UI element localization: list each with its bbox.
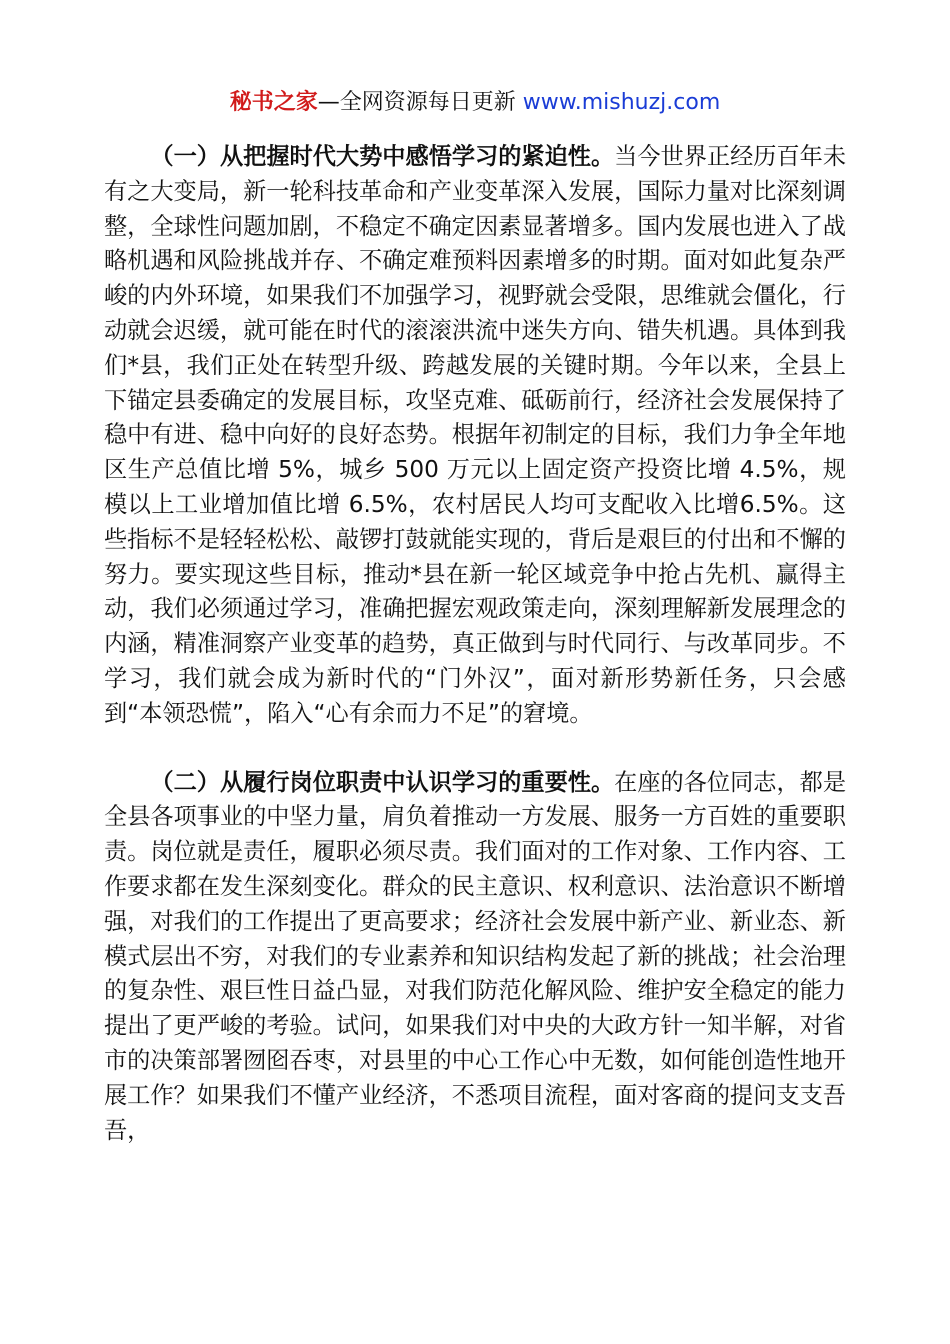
paragraph-1-text: 当今世界正经历百年未有之大变局，新一轮科技革命和产业变革深入发展，国际力量对比深刻调整，全球性问题加剧，不稳定不确定因素显著增多。国内发展也进入了战略机遇和风险挑战并存、不确定难预料因素增多的时期。面对如此复杂严峻的内外环境，如果我们不加强学习，视野就会受限，思维就会僵化，行动就会迟缓，就可能在时代的滚滚洪流中迷失方向、错失机遇。具体到我们*县，我们正处在转型升级、跨越发展的关键时期。今年以来，全县上下锚定县委确定的发展目标，攻坚克难、砥砺前行，经济社会发展保持了稳中有进、稳中向好的良好态势。根据年初制定的目标，我们力争全年地区生产总值比增 5%，城乡 500 万元以上固定资产投资比增 4.5%，规模以上工业增加值比增 6.5%，农村居民人均可支配收入比增6.5%。这些指标不是轻轻松松、敲锣打鼓就能实现的，背后是艰巨的付出和不懈的努力。要实现这些目标，推动*县在新一轮区域竞争中抢占先机、赢得主动，我们必须通过学习，准确把握宏观政策走向，深刻理解新发展理念的内涵，精准洞察产业变革的趋势，真正做到与时代同行、与改革同步。不学习，我们就会成为新时代的“门外汉”，面对新形势新任务，只会感到“本领恐慌”，陷入“心有余而力不足”的窘境。 bbox=[104, 143, 847, 727]
paragraph-1-heading: （一）从把握时代大势中感悟学习的紧迫性。 bbox=[150, 143, 615, 170]
paragraph-2-text: 在座的各位同志，都是全县各项事业的中坚力量，肩负着推动一方发展、服务一方百姓的重要职责。岗位就是责任，履职必须尽责。我们面对的工作对象、工作内容、工作要求都在发生深刻变化。群众的民主意识、权利意识、法治意识不断增强，对我们的工作提出了更高要求；经济社会发展中新产业、新业态、新模式层出不穷，对我们的专业素养和知识结构发起了新的挑战；社会治理的复杂性、艰巨性日益凸显，对我们防范化解风险、维护安全稳定的能力提出了更严峻的考验。试问，如果我们对中央的大政方针一知半解，对省市的决策部署囫囵吞枣，对县里的中心工作心中无数，如何能创造性地开展工作？如果我们不懂产业经济，不悉项目流程，面对客商的提问支支吾吾， bbox=[104, 768, 847, 1144]
header-tagline: —全网资源每日更新 bbox=[317, 90, 523, 115]
paragraph-2-heading: （二）从履行岗位职责中认识学习的重要性。 bbox=[150, 768, 615, 796]
site-url-link[interactable]: www.mishuzj.com bbox=[522, 90, 721, 115]
paragraph-2 bbox=[104, 766, 846, 1149]
document-body bbox=[104, 140, 846, 1148]
site-header bbox=[0, 86, 950, 120]
brand-name: 秘书之家 bbox=[229, 90, 318, 115]
paragraph-1 bbox=[104, 140, 846, 732]
